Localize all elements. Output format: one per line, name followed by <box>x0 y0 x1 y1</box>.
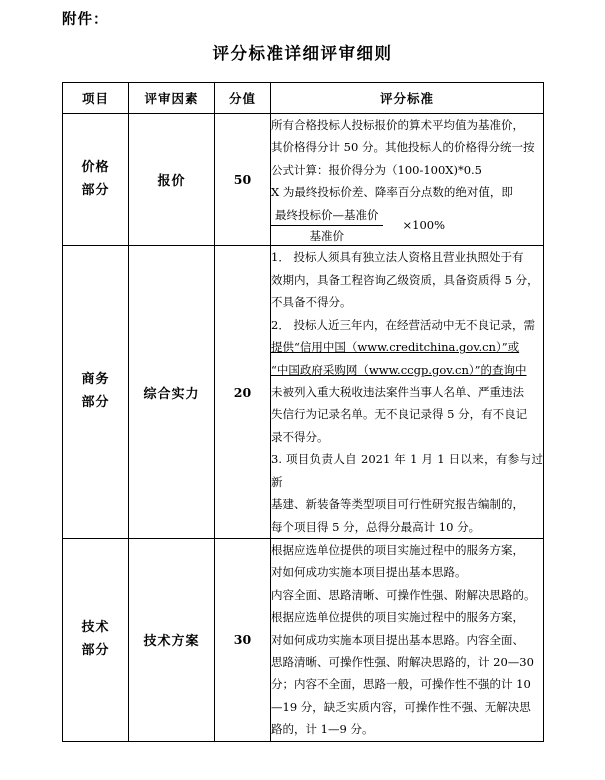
criteria-line: 所有合格投标人投标报价的算术平均值为基准价， <box>271 118 524 132</box>
formula-suffix: ×100% <box>402 218 446 233</box>
row-item-technical-line2: 部分 <box>81 642 110 658</box>
criteria-line: X 为最终投标价差、降率百分点数的绝对值，即 <box>271 185 513 200</box>
row-item-business-line2: 部分 <box>81 395 110 411</box>
table-body <box>63 114 544 742</box>
row-score-business: 20 <box>215 246 271 538</box>
criteria-line: 2． 投标人近三年内，在经营活动中无不良记录，需 <box>271 317 535 332</box>
criteria-line: 未被列入重大税收违法案件当事人名单、严重违法 <box>271 385 524 399</box>
criteria-line: 对如何成功实施本项目提出基本思路。内容全面、 <box>271 632 524 647</box>
row-item-business-line1: 商务 <box>81 372 110 388</box>
row-item-business <box>63 246 129 538</box>
row-item-price-line1: 价格 <box>81 159 110 175</box>
criteria-line: 分；内容不全面，思路一般，可操作性不强的计 10 <box>271 677 531 692</box>
formula-denominator: 基准价 <box>309 229 344 244</box>
criteria-line: 基建、新装备等类型项目可行性研究报告编制的， <box>271 497 524 512</box>
row-item-price-line2: 部分 <box>81 182 110 198</box>
criteria-line: 不具备不得分。 <box>271 295 352 310</box>
table-header-row <box>63 83 544 114</box>
criteria-line: 根据应选单位提供的项目实施过程中的服务方案， <box>271 542 524 557</box>
criteria-line: —19 分，缺乏实质内容，可操作性不强、无解决思 <box>271 699 531 714</box>
table-row <box>63 246 544 538</box>
criteria-line: 1． 投标人须具有独立法人资格且营业执照处于有 <box>271 250 524 265</box>
formula-fraction <box>271 206 383 246</box>
criteria-line: 公式计算：报价得分为（100-100X)*0.5 <box>271 162 482 177</box>
page-title: 评分标准详细评审细则 <box>212 44 393 63</box>
column-header-score: 分值 <box>215 83 271 114</box>
formula-numerator: 最终投标价—基准价 <box>271 206 383 226</box>
column-header-factor: 评审因素 <box>129 83 215 114</box>
row-item-price <box>63 114 129 246</box>
criteria-line: 录不得分。 <box>271 429 329 444</box>
row-score-technical: 30 <box>215 538 271 741</box>
row-criteria-price <box>271 114 544 246</box>
row-criteria-technical <box>271 538 544 741</box>
criteria-line: 根据应选单位提供的项目实施过程中的服务方案， <box>271 610 524 625</box>
table-row <box>63 114 544 246</box>
attachment-label: 附件： <box>62 11 109 28</box>
row-criteria-business <box>271 246 544 538</box>
row-factor-business: 综合实力 <box>129 246 215 538</box>
row-score-price: 50 <box>215 114 271 246</box>
column-header-criteria: 评分标准 <box>271 83 544 114</box>
column-header-item: 项目 <box>63 83 129 114</box>
table-row <box>63 538 544 741</box>
price-formula <box>271 206 543 246</box>
criteria-line: 思路清晰、可操作性强、附解决思路的，计 20—30 <box>271 655 534 670</box>
row-factor-technical: 技术方案 <box>129 538 215 741</box>
criteria-line: 失信行为记录名单。无不良记录得 5 分，有不良记 <box>271 407 528 422</box>
criteria-line-credit-china-link: 提供“信用中国（www.creditchina.gov.cn）”或 <box>271 340 520 355</box>
criteria-line: 效期内，具备工程咨询乙级资质，具备资质得 5 分， <box>271 272 539 287</box>
criteria-line: 对如何成功实施本项目提出基本思路。 <box>271 565 467 580</box>
criteria-line: 内容全面、思路清晰、可操作性强、附解决思路的。 <box>271 587 536 602</box>
criteria-line: 其价格得分计 50 分。其他投标人的价格得分统一按 <box>271 140 535 155</box>
row-item-technical <box>63 538 129 741</box>
row-item-technical-line1: 技术 <box>81 620 110 636</box>
criteria-line: 每个项目得 5 分，总得分最高计 10 分。 <box>271 519 481 534</box>
criteria-line: 路的，计 1—9 分。 <box>271 722 374 737</box>
row-factor-price: 报价 <box>129 114 215 246</box>
criteria-line: 3. 项目负责人自 2021 年 1 月 1 日以来，有参与过新 <box>271 452 543 489</box>
table-header <box>63 83 544 114</box>
criteria-line-ccgp-link: “中国政府采购网（www.ccgp.gov.cn）”的查询中 <box>271 362 527 377</box>
scoring-criteria-table <box>62 82 544 742</box>
